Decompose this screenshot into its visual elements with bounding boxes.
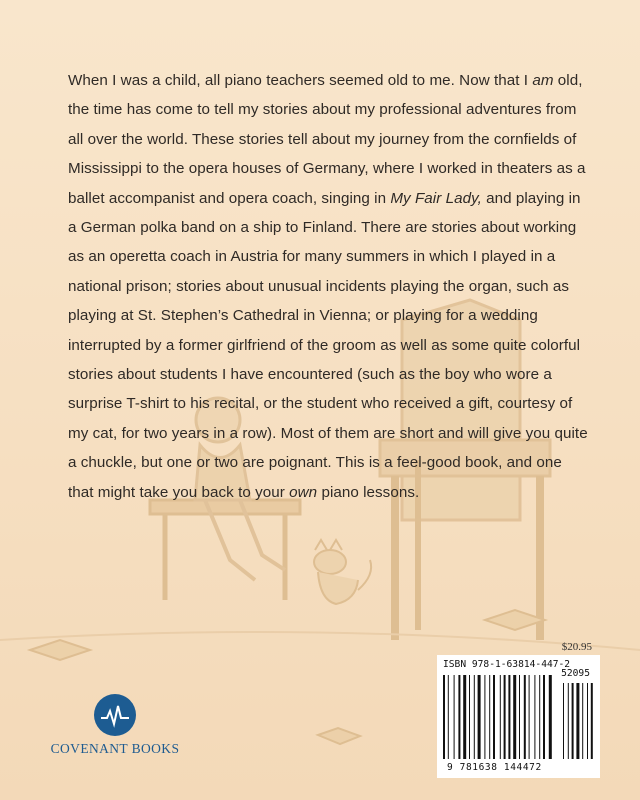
back-cover-blurb — [68, 66, 588, 507]
blurb-text: piano lessons. — [317, 483, 420, 501]
publisher-logo-block — [44, 694, 186, 757]
blurb-emphasis: own — [289, 483, 318, 501]
blurb-text: When I was a child, all piano teachers seemed old to me. Now that I — [68, 72, 533, 89]
publisher-name: COVENANT BOOKS — [50, 741, 180, 756]
blurb-emphasis: am — [532, 72, 554, 89]
isbn-label: ISBN 978-1-63814-447-2 — [443, 659, 571, 670]
ean-barcode-bars — [443, 675, 594, 761]
blurb-text: old, the time has come to tell my stories about my professional adventures from all over the world. These stories tell about my journey from the cornfields of Mississippi to the opera houses of Germany, where I worked in theaters as a ballet accompanist and opera coach, singing in — [68, 72, 586, 207]
price-label: $20.95 — [561, 641, 592, 653]
price-supplement-number: 52095 — [561, 668, 590, 679]
ean-digits: 9 781638 144472 — [447, 762, 542, 773]
blurb-paragraph — [68, 66, 588, 507]
blurb-text: and playing in a German polka band on a ship to Finland. There are stories about working as an operetta coach in Austria for many summers in which I played in a national prison; stories about unusual incidents playing the organ, such as playing at St. Stephen’s Cathedral in Vienna; or playing for a wedding interrupted by a former girlfriend of the groom as well as some quite colorful stories about students I have encountered (such as the boy who wore a surprise T-shirt to his recital, or the student who received a gift, courtesy of my cat, for two years in a row). Most of them are short and will give you quite a chuckle, but one or two are poignant. This is a feel-good book, and one that might take you back to your — [68, 189, 588, 501]
wave-circle-icon — [94, 694, 136, 736]
blurb-emphasis: My Fair Lady, — [390, 189, 482, 207]
barcode-block — [437, 641, 600, 778]
